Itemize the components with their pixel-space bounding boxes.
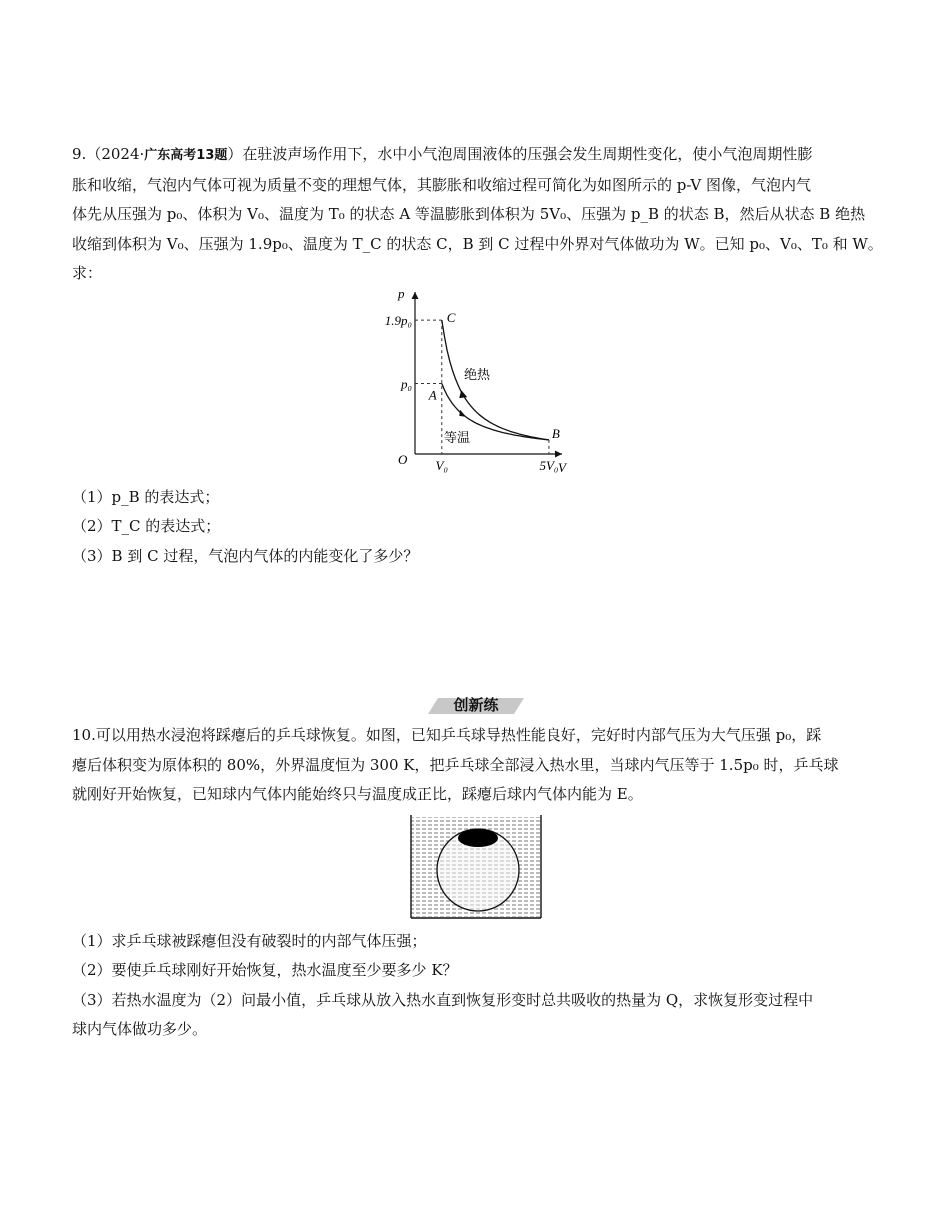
p-axis-label: p	[398, 286, 405, 301]
problem-9-line-1	[72, 140, 880, 171]
problem-9-question-3: （3）B 到 C 过程，气泡内气体的内能变化了多少？	[72, 547, 419, 565]
problem-9-text-line: 体先从压强为 p₀、体积为 V₀、温度为 T₀ 的状态 A 等温膨胀到体积为 5V₀、压强为 p_B 的状态 B，然后从状态 B 绝热	[72, 205, 866, 223]
problem-10-question-3: （3）若热水温度为（2）问最小值，乒乓球从放入热水直到恢复形变时总共吸收的热量为 Q，求恢复形变过程中	[72, 991, 814, 1009]
origin-label: O	[398, 452, 408, 467]
adiabatic-label: 绝热	[464, 368, 491, 383]
problem-9-question-1: （1）p_B 的表达式；	[72, 488, 220, 506]
isothermal-arrow	[459, 410, 466, 417]
problem-10-question-3-cont: 球内气体做功多少。	[72, 1020, 208, 1038]
problem-9-text-line: 胀和收缩，气泡内气体可视为质量不变的理想气体，其膨胀和收缩过程可简化为如图所示的 p-V 图像，气泡内气	[72, 175, 811, 194]
problem-9-stem	[72, 140, 883, 289]
source-name: 广东高考13题	[144, 148, 228, 163]
problem-10-question-2: （2）要使乒乓球刚好开始恢复，热水温度至少要多少 K？	[72, 961, 458, 979]
v-axis-label: V	[558, 460, 566, 475]
source-bracket-close: ）	[227, 145, 243, 163]
problem-9-text-line: 收缩到体积为 V₀、压强为 1.9p₀、温度为 T_C 的状态 C，B 到 C 过程中外界对气体做功为 W。已知 p₀、V₀、T₀ 和 W。	[72, 234, 883, 253]
x-tick-5v0: 5V₀	[539, 458, 559, 473]
problem-10-stem	[72, 721, 880, 810]
problem-number: 9.	[72, 145, 87, 163]
source-bracket-open: （	[86, 145, 102, 163]
section-title: 创新练	[453, 696, 499, 714]
x-tick-v0: V₀	[435, 458, 449, 473]
section-header	[428, 694, 524, 716]
dent-region	[458, 829, 498, 847]
point-b-label: B	[551, 425, 560, 441]
problem-10-question-1: （1）求乒乓球被踩瘪但没有破裂时的内部气体压强；	[72, 932, 427, 950]
isothermal-label: 等温	[444, 431, 471, 446]
adiabatic-curve	[442, 320, 549, 440]
y-tick-1-9p0: 1.9p₀	[384, 313, 412, 329]
problem-9-text-line: 在驻波声场作用下，水中小气泡周围液体的压强会发生周期性变化，使小气泡周期性膨	[242, 145, 813, 163]
pv-diagram-svg	[370, 282, 580, 478]
point-a-label: A	[428, 387, 437, 403]
pv-diagram	[370, 282, 580, 478]
source-year: 2024·	[101, 145, 145, 163]
ball-in-water-figure	[410, 815, 542, 919]
ball-in-water-svg	[410, 815, 542, 919]
problem-10-text-line: 瘪后体积变为原体积的 80%，外界温度恒为 300 K，把乒乓球全部浸入热水里，当球内气压等于 1.5p₀ 时，乒乓球	[72, 755, 839, 774]
y-tick-p0: p₀	[400, 376, 412, 392]
problem-9-text-line: 求：	[72, 264, 103, 282]
problem-10-text-line: 就刚好开始恢复，已知球内气体内能始终只与温度成正比，踩瘪后球内气体内能为 E。	[72, 785, 643, 803]
problem-9-question-2: （2）T_C 的表达式；	[72, 517, 221, 535]
point-c-label: C	[446, 310, 456, 326]
problem-10-text-line: 10.可以用热水浸泡将踩瘪后的乒乓球恢复。如图，已知乒乓球导热性能良好，完好时内部气压为大气压强 p₀，踩	[72, 726, 822, 744]
